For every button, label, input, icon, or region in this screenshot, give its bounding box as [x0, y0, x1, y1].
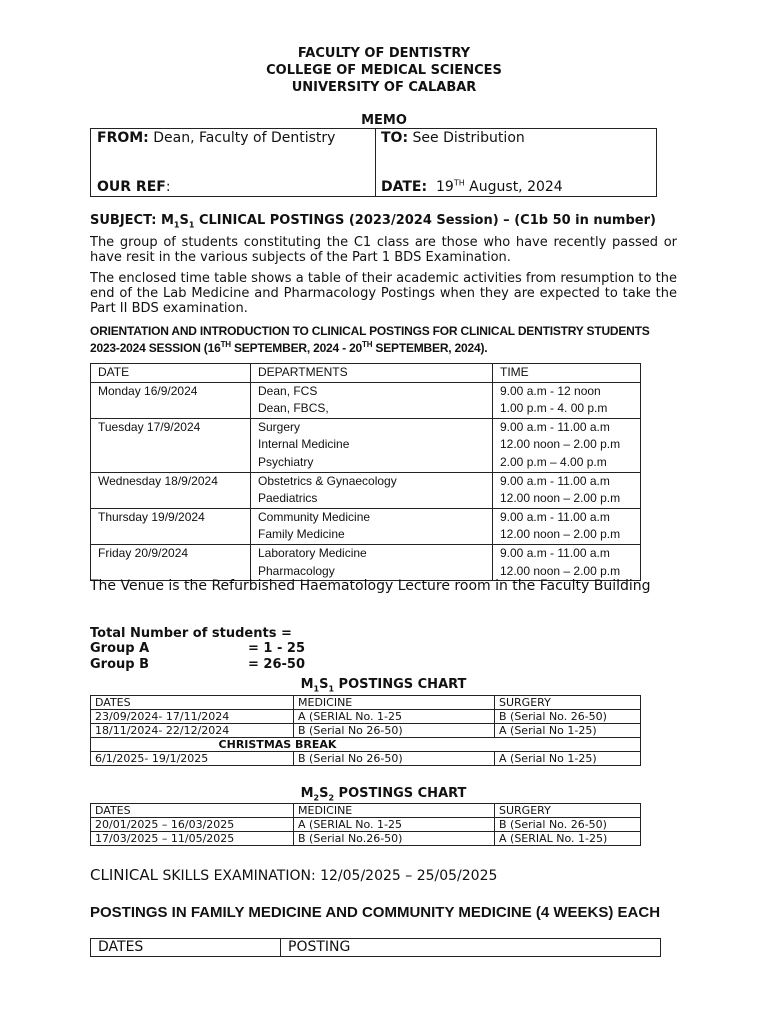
column-header: DATE — [91, 364, 251, 383]
group-a-range: = 1 - 25 — [248, 641, 306, 656]
column-header: DEPARTMENTS — [251, 364, 493, 383]
table-row — [91, 382, 641, 418]
clinical-skills-exam: CLINICAL SKILLS EXAMINATION: 12/05/2025 – 25/05/2025 — [90, 866, 498, 884]
memo-divider — [375, 129, 376, 196]
date-cell: Friday 20/9/2024 — [91, 544, 251, 580]
total-students-label: Total Number of students = — [90, 626, 292, 641]
time-cell: 9.00 a.m - 11.00 a.m 12.00 noon – 2.00 p.m — [493, 544, 641, 580]
column-header: DATES — [91, 939, 281, 957]
table-row — [91, 418, 641, 472]
departments-cell: Laboratory Medicine Pharmacology — [251, 544, 493, 580]
table-row: 17/03/2025 – 11/05/2025 B (Serial No.26-50) A (SERIAL No. 1-25) — [91, 832, 641, 846]
m1s1-chart-title: $M_1S_1$ POSTINGS CHART — [300, 677, 467, 694]
table-row: 18/11/2024- 22/12/2024 B (Serial No 26-50) A (Serial No 1-25) — [91, 724, 641, 738]
table-row: 6/1/2025- 19/1/2025 B (Serial No 26-50) A (Serial No 1-25) — [91, 752, 641, 766]
faculty-name: FACULTY OF DENTISTRY — [297, 46, 471, 61]
time-cell: 9.00 a.m - 11.00 a.m 12.00 noon – 2.00 p.m — [493, 508, 641, 544]
date-cell: Wednesday 18/9/2024 — [91, 472, 251, 508]
time-cell: 9.00 a.m - 11.00 a.m 12.00 noon – 2.00 p.m — [493, 472, 641, 508]
table-header-row — [91, 939, 661, 957]
departments-cell: Surgery Internal Medicine Psychiatry — [251, 418, 493, 472]
family-community-postings-table — [90, 938, 661, 957]
group-b-label: Group B — [90, 657, 150, 672]
departments-cell: Dean, FCS Dean, FBCS, — [251, 382, 493, 418]
intro-paragraph: The group of students constituting the C1 class are those who have recently passed or have resit in the various subjects of the Part 1 BDS Examination. — [90, 235, 677, 265]
our-ref-field: OUR REF: — [97, 179, 171, 195]
memo-heading: MEMO — [361, 113, 407, 128]
departments-cell: Obstetrics & Gynaecology Paediatrics — [251, 472, 493, 508]
christmas-break-label: CHRISTMAS BREAK — [91, 738, 641, 752]
m2s2-postings-table — [90, 803, 641, 846]
table-row — [91, 472, 641, 508]
column-header: MEDICINE — [294, 696, 495, 710]
venue-text: The Venue is the Refurbished Haematology Lecture room in the Faculty Building — [90, 578, 651, 594]
column-header: MEDICINE — [294, 804, 495, 818]
table-header-row — [91, 364, 641, 383]
christmas-break-row — [91, 738, 641, 752]
table-row: 23/09/2024- 17/11/2024 A (SERIAL No. 1-25 B (Serial No. 26-50) — [91, 710, 641, 724]
departments-cell: Community Medicine Family Medicine — [251, 508, 493, 544]
table-row: 20/01/2025 – 16/03/2025 A (SERIAL No. 1-25 B (Serial No. 26-50) — [91, 818, 641, 832]
group-a-label: Group A — [90, 641, 150, 656]
subject-line: SUBJECT: $M_1S_1$ CLINICAL POSTINGS (2023/2024 Session) – (C1b 50 in number) — [90, 213, 656, 230]
table-row — [91, 544, 641, 580]
date-cell: Tuesday 17/9/2024 — [91, 418, 251, 472]
table-header-row — [91, 696, 641, 710]
m2s2-chart-title: $M_2S_2$ POSTINGS CHART — [300, 786, 467, 803]
table-header-row — [91, 804, 641, 818]
date-field: DATE: 19TH August, 2024 — [381, 178, 563, 195]
column-header: SURGERY — [495, 696, 641, 710]
date-cell: Monday 16/9/2024 — [91, 382, 251, 418]
orientation-timetable — [90, 363, 641, 581]
column-header: DATES — [91, 804, 294, 818]
memo-box — [90, 128, 657, 197]
university-name: UNIVERSITY OF CALABAR — [291, 80, 477, 95]
to-field: TO: See Distribution — [381, 130, 525, 146]
m1s1-postings-table — [90, 695, 641, 766]
column-header: SURGERY — [495, 804, 641, 818]
column-header: POSTING — [281, 939, 661, 957]
timetable-paragraph: The enclosed time table shows a table of their academic activities from resumption to the end of the Lab Medicine and Pharmacology Postings when they are expected to take the Part II BDS examination. — [90, 271, 677, 316]
group-b-range: = 26-50 — [248, 657, 305, 672]
time-cell: 9.00 a.m - 12 noon 1.00 p.m - 4. 00 p.m — [493, 382, 641, 418]
time-cell: 9.00 a.m - 11.00 a.m 12.00 noon – 2.00 p.m 2.00 p.m – 4.00 p.m — [493, 418, 641, 472]
table-row — [91, 508, 641, 544]
orientation-heading: ORIENTATION AND INTRODUCTION TO CLINICAL POSTINGS FOR CLINICAL DENTISTRY STUDENTS 2023-2024 SESSION (16TH SEPTEMBER, 2024 - 20TH SEPTEMBER, 2024). — [90, 324, 650, 355]
column-header: DATES — [91, 696, 294, 710]
family-community-postings-title: POSTINGS IN FAMILY MEDICINE AND COMMUNITY MEDICINE (4 WEEKS) EACH — [90, 904, 661, 921]
date-cell: Thursday 19/9/2024 — [91, 508, 251, 544]
from-field: FROM: Dean, Faculty of Dentistry — [97, 130, 336, 146]
college-name: COLLEGE OF MEDICAL SCIENCES — [266, 63, 502, 78]
column-header: TIME — [493, 364, 641, 383]
